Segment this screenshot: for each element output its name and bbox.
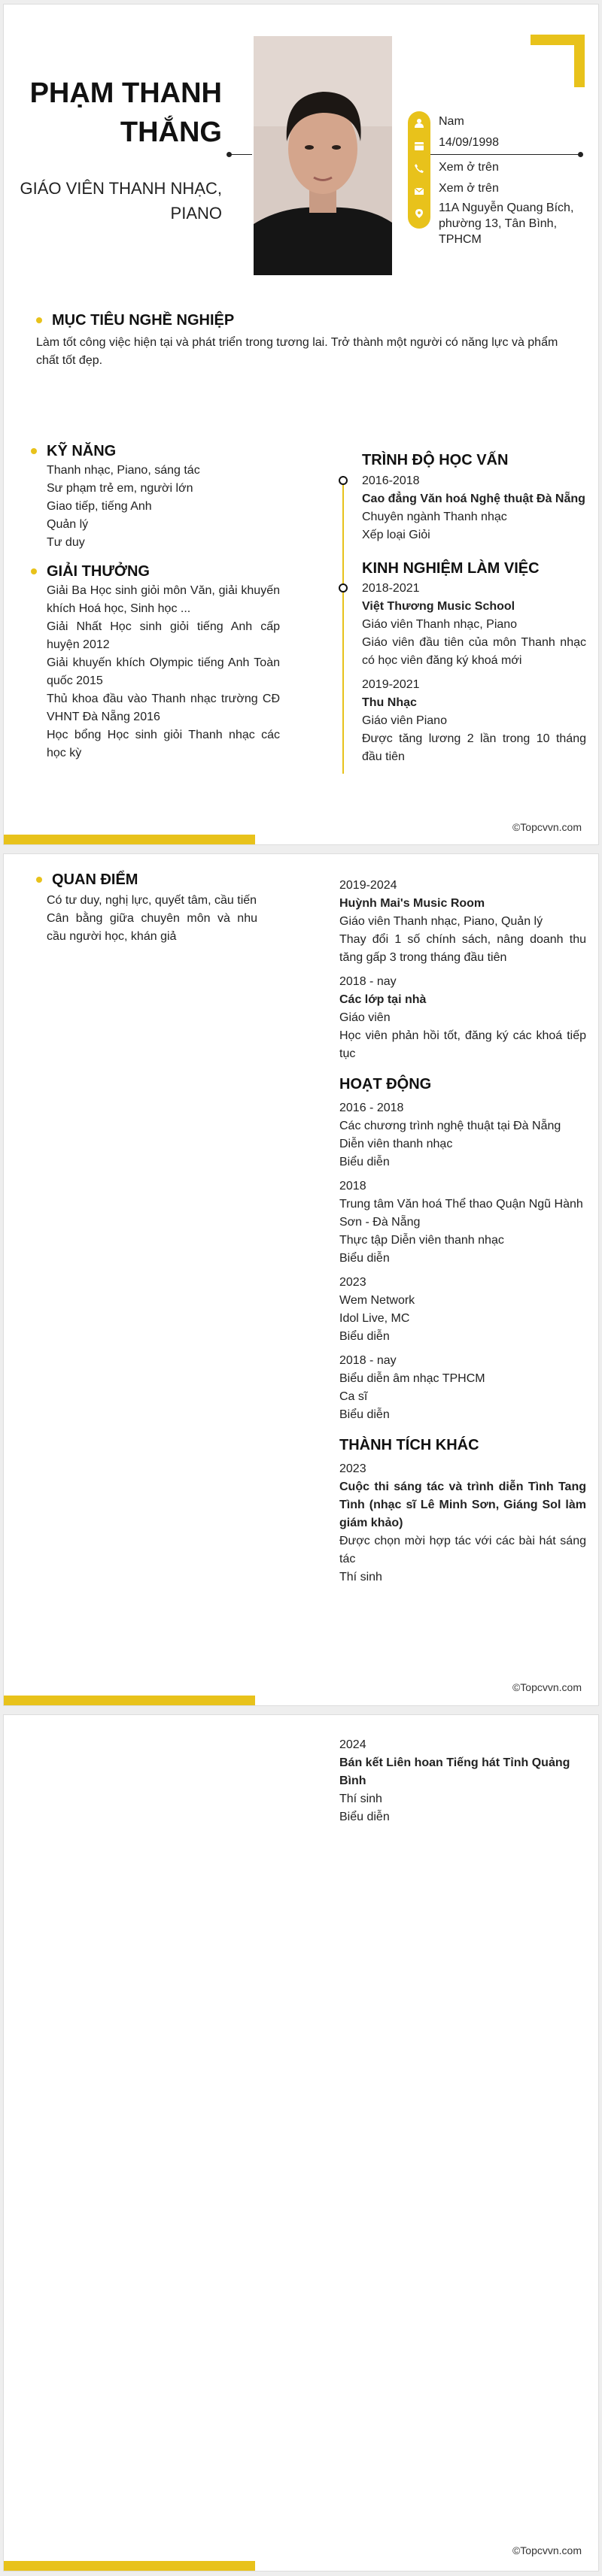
contact-icon-strip bbox=[408, 111, 430, 229]
entry-line: Được chọn mời hợp tác với các bài hát sáng tác bbox=[339, 1535, 586, 1565]
section-title-skills: KỸ NĂNG bbox=[47, 443, 117, 459]
entry-org: Việt Thương Music School bbox=[362, 600, 515, 613]
entry-line: Giáo viên Thanh nhạc, Piano bbox=[362, 618, 518, 631]
phone-icon bbox=[412, 161, 427, 176]
section-title-activities: HOẠT ĐỘNG bbox=[339, 1076, 432, 1093]
entry-org: Bán kết Liên hoan Tiếng hát Tỉnh Quảng Bình bbox=[339, 1756, 570, 1787]
skill-item: Sư phạm trẻ em, người lớn bbox=[47, 482, 193, 495]
footer-brand: ©Topcvvn.com bbox=[512, 2544, 582, 2556]
section-bullet bbox=[31, 448, 37, 454]
skill-item: Thanh nhạc, Piano, sáng tác bbox=[47, 464, 200, 477]
experience-entry bbox=[339, 877, 586, 967]
contact-address: 11A Nguyễn Quang Bích, phường 13, Tân Bình, TPHCM bbox=[439, 202, 574, 246]
footer-accent-bar bbox=[4, 1696, 255, 1705]
skills-list bbox=[47, 462, 280, 552]
award-item: Học bổng Học sinh giỏi Thanh nhạc các học kỳ bbox=[47, 729, 280, 759]
contact-phone: Xem ở trên bbox=[439, 161, 499, 174]
activity-entry bbox=[339, 1352, 586, 1424]
entry-line: Wem Network bbox=[339, 1294, 415, 1307]
entry-time: 2019-2021 bbox=[362, 678, 420, 691]
section-title-education: TRÌNH ĐỘ HỌC VẤN bbox=[362, 452, 509, 468]
entry-org: Thu Nhạc bbox=[362, 696, 417, 709]
experience-entry bbox=[339, 973, 586, 1063]
viewpoint-line: Cân bằng giữa chuyên môn và nhu cầu người học, khán giả bbox=[47, 912, 257, 943]
achievement-entry bbox=[339, 1736, 586, 1826]
entry-org: Các lớp tại nhà bbox=[339, 993, 427, 1006]
location-icon bbox=[412, 206, 427, 221]
section-title-achievements: THÀNH TÍCH KHÁC bbox=[339, 1437, 479, 1453]
divider-dot bbox=[578, 152, 583, 157]
entry-line: Biểu diễn bbox=[339, 1330, 390, 1343]
activity-entry bbox=[339, 1274, 586, 1346]
entry-line: Giáo viên Thanh nhạc, Piano, Quản lý bbox=[339, 915, 543, 928]
job-title: GIÁO VIÊN THANH NHẠC, PIANO bbox=[20, 179, 222, 223]
timeline-marker bbox=[339, 476, 348, 485]
contact-email: Xem ở trên bbox=[439, 182, 499, 195]
entry-time: 2024 bbox=[339, 1738, 366, 1751]
profile-photo bbox=[254, 36, 392, 275]
achievement-entry bbox=[339, 1460, 586, 1587]
footer-accent-bar bbox=[4, 835, 255, 844]
entry-line: Trung tâm Văn hoá Thể thao Quận Ngũ Hành Sơn - Đà Nẵng bbox=[339, 1198, 583, 1229]
divider-line bbox=[430, 154, 581, 155]
corner-decoration bbox=[574, 35, 585, 87]
entry-line: Thực tập Diễn viên thanh nhạc bbox=[339, 1234, 504, 1247]
activity-entry bbox=[339, 1177, 586, 1268]
education-entry bbox=[362, 472, 586, 544]
entry-line: Diễn viên thanh nhạc bbox=[339, 1138, 453, 1150]
user-icon bbox=[412, 116, 427, 131]
section-bullet bbox=[31, 568, 37, 574]
candidate-name: PHẠM THANH THẮNG bbox=[29, 77, 222, 148]
entry-org: Cao đẳng Văn hoá Nghệ thuật Đà Nẵng bbox=[362, 492, 585, 505]
entry-time: 2019-2024 bbox=[339, 879, 397, 892]
objective-text: Làm tốt công việc hiện tại và phát triển trong tương lai. Trở thành một người có năng lực và phẩm chất tốt đẹp. bbox=[36, 336, 558, 367]
entry-line: Giáo viên bbox=[339, 1011, 391, 1024]
entry-line: Xếp loại Giỏi bbox=[362, 529, 430, 541]
experience-entry bbox=[362, 676, 586, 766]
viewpoint-text bbox=[47, 892, 257, 946]
activity-entry bbox=[339, 1099, 586, 1171]
entry-line: Biểu diễn bbox=[339, 1408, 390, 1421]
entry-line: Thí sinh bbox=[339, 1571, 382, 1583]
entry-line: Thí sinh bbox=[339, 1793, 382, 1805]
timeline-line bbox=[342, 480, 344, 774]
calendar-icon bbox=[412, 138, 427, 153]
entry-time: 2023 bbox=[339, 1276, 366, 1289]
entry-line: Học viên phản hồi tốt, đăng ký các khoá tiếp tục bbox=[339, 1029, 586, 1060]
right-column bbox=[339, 877, 586, 1587]
entry-time: 2023 bbox=[339, 1462, 366, 1475]
contact-gender: Nam bbox=[439, 115, 464, 128]
entry-line: Thay đổi 1 số chính sách, nâng doanh thu tăng gấp 3 trong tháng đầu tiên bbox=[339, 933, 586, 964]
award-item: Giải Nhất Học sinh giỏi tiếng Anh cấp huyện 2012 bbox=[47, 620, 280, 651]
entry-line: Idol Live, MC bbox=[339, 1312, 410, 1325]
viewpoint-line: Có tư duy, nghị lực, quyết tâm, cầu tiến bbox=[47, 894, 257, 907]
award-item: Giải Ba Học sinh giỏi môn Văn, giải khuyến khích Hoá học, Sinh học ... bbox=[47, 584, 280, 615]
footer-brand: ©Topcvvn.com bbox=[512, 821, 582, 833]
footer-accent-bar bbox=[4, 2561, 255, 2571]
cv-page-2 bbox=[3, 853, 599, 1706]
section-bullet bbox=[36, 317, 42, 323]
entry-line: Biểu diễn bbox=[339, 1156, 390, 1168]
cv-page-1 bbox=[3, 4, 599, 845]
cv-page-3 bbox=[3, 1714, 599, 2571]
footer-brand: ©Topcvvn.com bbox=[512, 1681, 582, 1693]
experience-entry bbox=[362, 580, 586, 670]
award-item: Giải khuyến khích Olympic tiếng Anh Toàn quốc 2015 bbox=[47, 656, 280, 687]
section-bullet bbox=[36, 877, 42, 883]
entry-time: 2018 bbox=[339, 1180, 366, 1193]
awards-list bbox=[47, 582, 280, 762]
entry-line: Biểu diễn âm nhạc TPHCM bbox=[339, 1372, 485, 1385]
divider-dot bbox=[227, 152, 232, 157]
entry-line: Giáo viên Piano bbox=[362, 714, 447, 727]
skill-item: Tư duy bbox=[47, 536, 85, 549]
entry-time: 2018-2021 bbox=[362, 582, 420, 595]
entry-line: Chuyên ngành Thanh nhạc bbox=[362, 511, 507, 523]
entry-time: 2018 - nay bbox=[339, 1354, 397, 1367]
entry-time: 2016 - 2018 bbox=[339, 1102, 404, 1114]
contact-birthday: 14/09/1998 bbox=[439, 136, 500, 149]
entry-time: 2016-2018 bbox=[362, 474, 420, 487]
timeline-marker bbox=[339, 583, 348, 592]
entry-org: Huỳnh Mai's Music Room bbox=[339, 897, 485, 910]
email-icon bbox=[412, 183, 427, 199]
entry-time: 2018 - nay bbox=[339, 975, 397, 988]
entry-line: Được tăng lương 2 lần trong 10 tháng đầu tiên bbox=[362, 732, 586, 763]
entry-line: Giáo viên đầu tiên của môn Thanh nhạc có học viên đăng ký khoá mới bbox=[362, 636, 586, 667]
section-title-experience: KINH NGHIỆM LÀM VIỆC bbox=[362, 560, 540, 577]
section-title-objective: MỤC TIÊU NGHỀ NGHIỆP bbox=[52, 312, 235, 329]
entry-line: Biểu diễn bbox=[339, 1811, 390, 1823]
section-title-viewpoint: QUAN ĐIỂM bbox=[52, 871, 138, 888]
skill-item: Quản lý bbox=[47, 518, 89, 531]
divider-line bbox=[230, 154, 252, 155]
entry-line: Ca sĩ bbox=[339, 1390, 368, 1403]
entry-line: Biểu diễn bbox=[339, 1252, 390, 1265]
entry-line: Các chương trình nghệ thuật tại Đà Nẵng bbox=[339, 1120, 561, 1132]
skill-item: Giao tiếp, tiếng Anh bbox=[47, 500, 152, 513]
section-title-awards: GIẢI THƯỞNG bbox=[47, 563, 150, 580]
award-item: Thủ khoa đầu vào Thanh nhạc trường CĐ VHNT Đà Nẵng 2016 bbox=[47, 692, 280, 723]
entry-org: Cuộc thi sáng tác và trình diễn Tình Tang Tình (nhạc sĩ Lê Minh Sơn, Giáng Sol làm giám khảo) bbox=[339, 1480, 586, 1529]
